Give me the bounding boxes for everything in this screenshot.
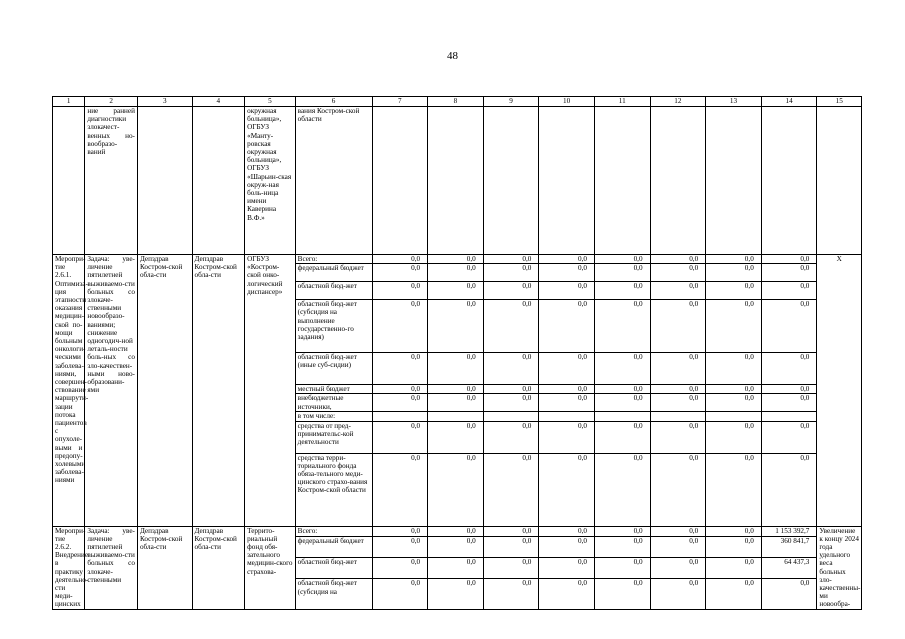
value-cell — [706, 412, 762, 421]
value-cell: 0,0 — [706, 353, 762, 385]
table-cell — [650, 107, 706, 255]
table-cell — [761, 107, 817, 255]
table-cell — [428, 107, 484, 255]
value-cell: 0,0 — [706, 579, 762, 609]
funding-source-cell: областной бюд-жет (иные суб-сидии) — [295, 353, 372, 385]
value-cell: 0,0 — [483, 421, 539, 453]
value-cell — [594, 412, 650, 421]
value-cell: 0,0 — [706, 526, 762, 537]
funding-source-cell: вания Костром-ской области — [295, 107, 372, 255]
value-cell: 0,0 — [761, 300, 817, 353]
value-cell: 0,0 — [539, 526, 595, 537]
value-cell: 0,0 — [650, 453, 706, 526]
value-cell: 0,0 — [428, 537, 484, 558]
value-cell: 0,0 — [761, 353, 817, 385]
funding-source-cell: областной бюд-жет (субсидия на выполнение государственно-го задания) — [295, 300, 372, 353]
value-cell: 0,0 — [539, 537, 595, 558]
value-cell: 0,0 — [428, 385, 484, 394]
value-cell: 0,0 — [706, 255, 762, 264]
funding-source-cell: средства терри-ториального фонда обяза-тельного меди-цинского страхо-вания Костром-ской области — [295, 453, 372, 526]
value-cell: 0,0 — [428, 353, 484, 385]
column-number-header: 3 — [137, 97, 192, 107]
value-cell: 0,0 — [539, 353, 595, 385]
table-cell — [539, 107, 595, 255]
value-cell: 0,0 — [539, 394, 595, 412]
funding-source-cell: Всего: — [295, 255, 372, 264]
value-cell: 0,0 — [483, 300, 539, 353]
funding-source-cell: Всего: — [295, 526, 372, 537]
value-cell: 0,0 — [428, 421, 484, 453]
column-number-header: 2 — [85, 97, 138, 107]
page-number: 48 — [447, 50, 458, 62]
value-cell: 0,0 — [428, 255, 484, 264]
value-cell — [428, 412, 484, 421]
value-cell: 0,0 — [594, 353, 650, 385]
value-cell: 0,0 — [650, 537, 706, 558]
value-cell: 0,0 — [372, 579, 428, 609]
value-cell: 0,0 — [706, 421, 762, 453]
header-row — [53, 97, 862, 107]
value-cell — [372, 412, 428, 421]
task-cell: ние ранней диагностики злокачест-венных но-вообразо-ваний — [85, 107, 138, 255]
value-cell: 0,0 — [761, 453, 817, 526]
result-cell: Увеличение к концу 2024 года удельного веса больных зло-качественны-ми новообра- — [817, 526, 862, 609]
table-cell — [483, 107, 539, 255]
value-cell: 0,0 — [372, 394, 428, 412]
value-cell: 0,0 — [483, 282, 539, 300]
executor-cell: Террито-риальный фонд обя-зательного медицин-ского страхова- — [245, 526, 296, 609]
table-row — [53, 255, 862, 264]
value-cell: 0,0 — [372, 526, 428, 537]
value-cell: 0,0 — [650, 421, 706, 453]
column-number-header: 9 — [483, 97, 539, 107]
value-cell: 0,0 — [594, 537, 650, 558]
value-cell: 360 841,7 — [761, 537, 817, 558]
value-cell: 0,0 — [594, 421, 650, 453]
value-cell: 0,0 — [483, 526, 539, 537]
value-cell: 0,0 — [706, 537, 762, 558]
value-cell: 0,0 — [372, 300, 428, 353]
value-cell: 0,0 — [539, 453, 595, 526]
executor-cell: ОГБУЗ «Костром-ской онко-логический диспансер» — [245, 255, 296, 527]
result-cell: Х — [817, 255, 862, 527]
value-cell: 0,0 — [706, 558, 762, 579]
value-cell: 0,0 — [761, 282, 817, 300]
value-cell: 0,0 — [372, 421, 428, 453]
measure-name-cell: Меропри-тие 2.6.1. Оптимиза-ция этапности оказания медицин-ской по-мощи больным онкологи-ческими заболева-ниями, совершен-ствование маршрути-зации потока пациентов с опухоле-выми и предопу-холевыми заболева-ниями — [53, 255, 85, 527]
responsible-cell: Депздрав Костром-ской обла-сти — [137, 526, 192, 609]
value-cell: 0,0 — [428, 264, 484, 282]
value-cell: 0,0 — [428, 558, 484, 579]
value-cell: 0,0 — [483, 558, 539, 579]
value-cell: 0,0 — [761, 394, 817, 412]
coordinator-cell: Депздрав Костром-ской обла-сти — [192, 255, 245, 527]
value-cell: 0,0 — [706, 385, 762, 394]
value-cell: 0,0 — [483, 264, 539, 282]
funding-source-cell: в том числе: — [295, 412, 372, 421]
value-cell: 0,0 — [594, 526, 650, 537]
value-cell: 0,0 — [539, 385, 595, 394]
task-cell: Задача: уве-личение пятилетней выживаемо-сти больных со злокаче-ственными — [85, 526, 138, 609]
value-cell: 0,0 — [706, 282, 762, 300]
value-cell: 1 153 392,7 — [761, 526, 817, 537]
value-cell: 0,0 — [539, 255, 595, 264]
value-cell: 0,0 — [650, 282, 706, 300]
value-cell: 0,0 — [594, 264, 650, 282]
executor-cell: окружная больница», ОГБУЗ «Манту-ровская окружная больница», ОГБУЗ «Шарьин-ская окруж-ная боль-ница имени Каверина В.Ф.» — [245, 107, 296, 255]
value-cell: 0,0 — [761, 385, 817, 394]
funding-source-cell: федеральный бюджет — [295, 537, 372, 558]
value-cell: 0,0 — [428, 394, 484, 412]
table-cell — [53, 107, 85, 255]
value-cell: 0,0 — [372, 264, 428, 282]
value-cell: 0,0 — [483, 385, 539, 394]
funding-source-cell: федеральный бюджет — [295, 264, 372, 282]
table-row — [53, 107, 862, 255]
funding-source-cell: средства от пред-принимательс-кой деятельности — [295, 421, 372, 453]
column-number-header: 13 — [706, 97, 762, 107]
value-cell: 0,0 — [761, 421, 817, 453]
funding-source-cell: областной бюд-жет — [295, 282, 372, 300]
value-cell: 0,0 — [650, 264, 706, 282]
value-cell: 0,0 — [428, 282, 484, 300]
value-cell: 0,0 — [594, 394, 650, 412]
value-cell: 0,0 — [706, 453, 762, 526]
column-number-header: 11 — [594, 97, 650, 107]
funding-source-cell: внебюджетные источники, — [295, 394, 372, 412]
value-cell: 0,0 — [483, 255, 539, 264]
value-cell: 0,0 — [650, 353, 706, 385]
value-cell: 0,0 — [761, 579, 817, 609]
column-number-header: 5 — [245, 97, 296, 107]
value-cell: 0,0 — [428, 579, 484, 609]
value-cell — [483, 412, 539, 421]
value-cell: 0,0 — [483, 394, 539, 412]
value-cell: 0,0 — [428, 453, 484, 526]
value-cell: 0,0 — [428, 300, 484, 353]
value-cell: 0,0 — [594, 453, 650, 526]
value-cell: 0,0 — [483, 453, 539, 526]
value-cell: 0,0 — [594, 385, 650, 394]
budget-table — [52, 96, 862, 610]
value-cell: 0,0 — [539, 300, 595, 353]
value-cell: 0,0 — [483, 579, 539, 609]
value-cell: 0,0 — [650, 300, 706, 353]
value-cell: 0,0 — [372, 385, 428, 394]
value-cell: 0,0 — [483, 537, 539, 558]
value-cell: 0,0 — [650, 255, 706, 264]
value-cell — [761, 412, 817, 421]
value-cell: 0,0 — [539, 558, 595, 579]
value-cell: 0,0 — [483, 353, 539, 385]
value-cell: 0,0 — [761, 255, 817, 264]
measure-name-cell: Меропри-тие 2.6.2. Внедрение в практику деятельно-сти меди-цинских — [53, 526, 85, 609]
column-number-header: 12 — [650, 97, 706, 107]
coordinator-cell: Депздрав Костром-ской обла-сти — [192, 526, 245, 609]
responsible-cell: Депздрав Костром-ской обла-сти — [137, 255, 192, 527]
funding-source-cell: местный бюджет — [295, 385, 372, 394]
table-cell — [137, 107, 192, 255]
table-cell — [594, 107, 650, 255]
value-cell: 0,0 — [539, 264, 595, 282]
value-cell: 0,0 — [539, 282, 595, 300]
funding-source-cell: областной бюд-жет — [295, 558, 372, 579]
column-number-header: 6 — [295, 97, 372, 107]
table-cell — [706, 107, 762, 255]
value-cell: 0,0 — [761, 264, 817, 282]
column-number-header: 1 — [53, 97, 85, 107]
task-cell: Задача: уве-личение пятилетней выживаемо-сти больных со злокаче-ственными новообразо-ваниями; снижение одногодич-ной леталь-ности боль-ных со зло-качествен-ными ново-образовани-ями — [85, 255, 138, 527]
value-cell: 0,0 — [372, 353, 428, 385]
value-cell: 0,0 — [594, 282, 650, 300]
value-cell: 0,0 — [372, 558, 428, 579]
value-cell: 0,0 — [594, 579, 650, 609]
value-cell: 0,0 — [594, 558, 650, 579]
value-cell: 0,0 — [706, 300, 762, 353]
value-cell: 0,0 — [539, 579, 595, 609]
column-number-header: 14 — [761, 97, 817, 107]
table-row — [53, 526, 862, 537]
value-cell: 0,0 — [650, 526, 706, 537]
value-cell — [650, 412, 706, 421]
funding-source-cell: областной бюд-жет (субсидия на — [295, 579, 372, 609]
value-cell: 0,0 — [650, 558, 706, 579]
value-cell: 0,0 — [372, 255, 428, 264]
value-cell: 0,0 — [650, 579, 706, 609]
value-cell: 0,0 — [706, 394, 762, 412]
column-number-header: 15 — [817, 97, 862, 107]
value-cell: 0,0 — [594, 255, 650, 264]
table-cell — [372, 107, 428, 255]
value-cell — [539, 412, 595, 421]
value-cell: 0,0 — [372, 537, 428, 558]
table-cell — [192, 107, 245, 255]
column-number-header: 7 — [372, 97, 428, 107]
value-cell: 0,0 — [706, 264, 762, 282]
value-cell: 0,0 — [594, 300, 650, 353]
column-number-header: 4 — [192, 97, 245, 107]
column-number-header: 10 — [539, 97, 595, 107]
value-cell: 0,0 — [650, 385, 706, 394]
column-number-header: 8 — [428, 97, 484, 107]
value-cell: 0,0 — [372, 453, 428, 526]
value-cell: 0,0 — [539, 421, 595, 453]
table-cell — [817, 107, 862, 255]
value-cell: 0,0 — [650, 394, 706, 412]
value-cell: 0,0 — [372, 282, 428, 300]
value-cell: 64 437,3 — [761, 558, 817, 579]
value-cell: 0,0 — [428, 526, 484, 537]
